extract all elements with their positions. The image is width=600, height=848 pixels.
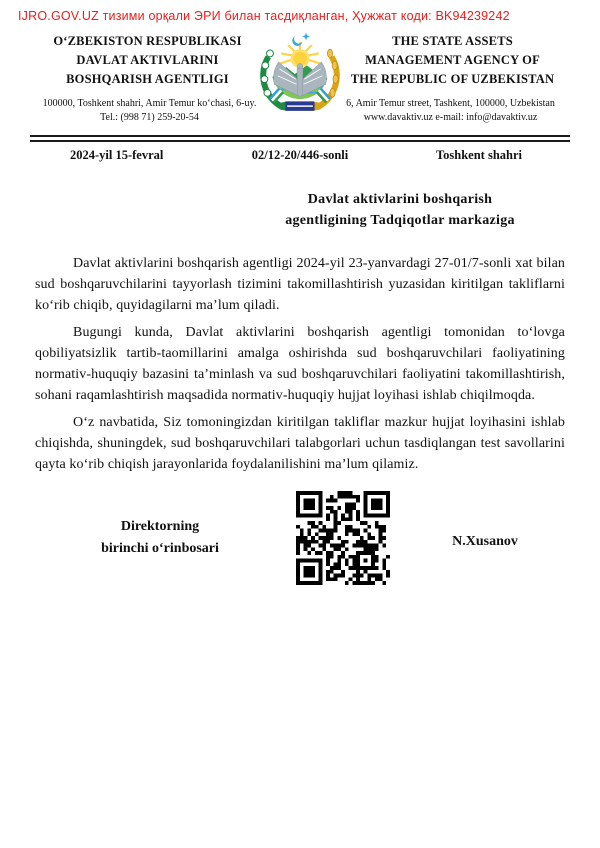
paragraph-3: Oʻz navbatida, Siz tomoningizdan kiritilgan takliflar mazkur hujjat loyihasini ishlab chiqishda, shuningdek, sud boshqaruvchilari talabgorlari uchun tasdiqlangan test savollarini qayta koʻrib chiqish jarayonlarida foydalanilishini ma’lum qilamiz. <box>35 415 565 472</box>
signer-title-line1: Direktorning <box>120 519 200 534</box>
paragraph-1: Davlat aktivlarini boshqarish agentligi 2024-yil 23-yanvardagi 27-01/7-sonli xat bilan sud boshqaruvchilarini tayyorlash tizimini takomillashtirish yuzasidan kiritilgan takliflarni koʻrib chiqib, quyidagilarni ma’lum qiladi. <box>35 256 565 313</box>
letter-place: Toshkent shahri <box>435 148 522 162</box>
agency-name-en-line2: MANAGEMENT AGENCY OF <box>365 53 540 67</box>
address-en-line1: 6, Amir Temur street, Tashkent, 100000, Uzbekistan <box>346 98 555 109</box>
letterhead <box>0 32 600 125</box>
signature-block <box>0 491 600 585</box>
agency-name-en <box>335 32 570 89</box>
recipient-line2: agentligining Tadqiqotlar markaziga <box>285 213 515 228</box>
address-uz-line2: Tel.: (998 71) 259-20-54 <box>100 112 199 123</box>
address-uz <box>12 97 287 125</box>
agency-name-uz-line2: DAVLAT AKTIVLARINI <box>76 53 219 67</box>
agency-name-uz <box>30 32 265 89</box>
agency-name-en-line3: THE REPUBLIC OF UZBEKISTAN <box>350 72 555 86</box>
agency-name-uz-line3: BOSHQARISH AGENTLIGI <box>66 72 229 86</box>
agency-name-en-line1: THE STATE ASSETS <box>392 34 513 48</box>
letter-date: 2024-yil 15-fevral <box>70 148 164 162</box>
divider-double-rule <box>30 135 570 142</box>
reference-line <box>0 148 600 163</box>
signer-title-line2: birinchi oʻrinbosari <box>101 541 219 556</box>
paragraph-2: Bugungi kunda, Davlat aktivlarini boshqarish agentligi tomonidan toʻlovga qobiliyatsizlik tartib-taomillarini amalga oshirishda sud boshqaruvchilari faoliyatining normativ-huquqiy bazasini ta’minlash va sud boshqaruvchilari faoliyatini takomillashtirish, sohani raqamlashtirish maqsadida normativ-huquqiy hujjat loyihasi ishlab chiqilmoqda. <box>35 325 565 403</box>
signer-title <box>40 516 280 560</box>
recipient-block <box>235 189 565 231</box>
address-en <box>313 97 588 125</box>
letter-number: 02/12-20/446-sonli <box>251 148 349 162</box>
eri-verification-banner: IJRO.GOV.UZ тизими орқали ЭРИ билан тасдиқланган, Ҳужжат коди: BK94239242 <box>18 9 510 23</box>
qr-code <box>296 491 390 585</box>
recipient-line1: Davlat aktivlarini boshqarish <box>307 192 493 207</box>
agency-name-uz-line1: OʻZBEKISTON RESPUBLIKASI <box>53 34 242 48</box>
uzbekistan-emblem-icon <box>252 26 348 116</box>
letter-body <box>35 253 565 475</box>
address-uz-line1: 100000, Toshkent shahri, Amir Temur koʻchasi, 6-uy. <box>42 98 257 109</box>
address-en-line2: www.davaktiv.uz e-mail: info@davaktiv.uz <box>363 112 538 123</box>
signer-name: N.Xusanov <box>452 534 518 549</box>
